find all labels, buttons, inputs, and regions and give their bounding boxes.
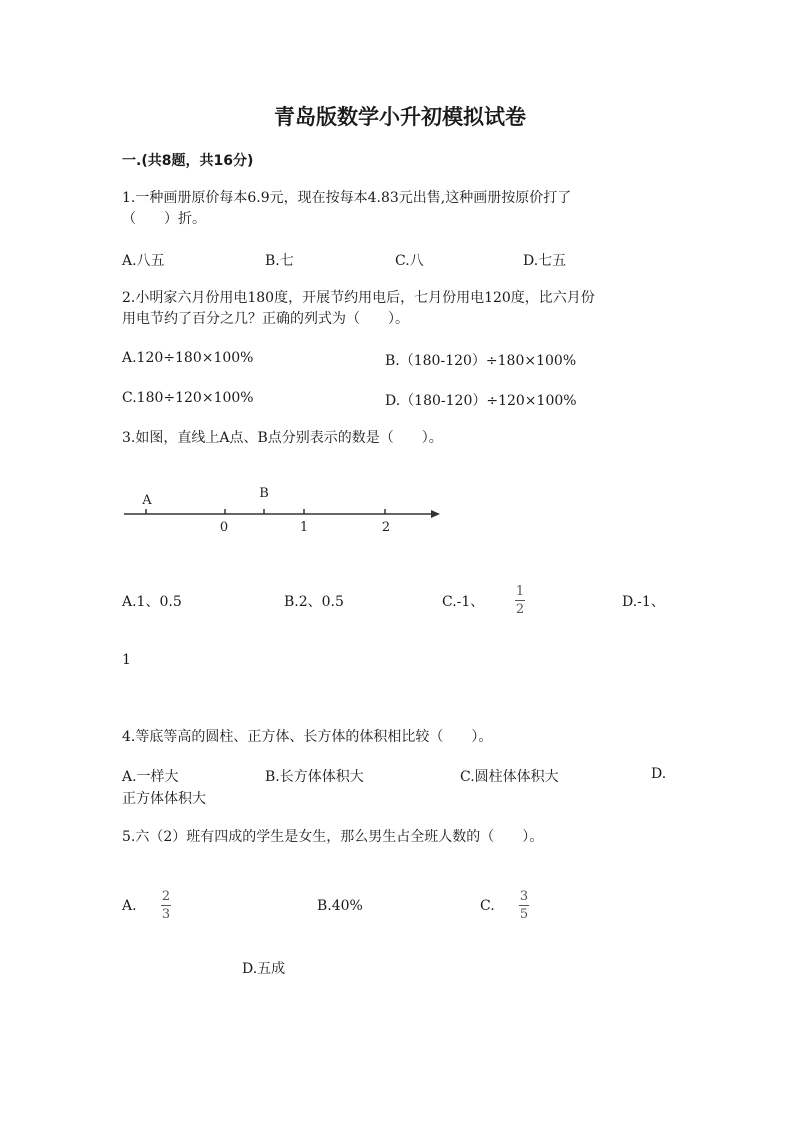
question-1-line-2: （ ）折。 [122,211,206,227]
question-2-option-a: A.120÷180×100% [122,350,254,366]
question-2-option-d: D.（180-120）÷120×100% [385,393,577,409]
question-2-line-1: 2.小明家六月份用电180度，开展节约用电后，七月份用电120度，比六月份 [122,290,595,306]
page-title: 青岛版数学小升初模拟试卷 [274,105,526,129]
question-1-option-d: D.七五 [523,253,567,269]
fraction-numerator: 2 [161,889,171,904]
question-2-option-c: C.180÷120×100% [122,390,254,406]
question-5-option-c-fraction [519,889,529,922]
question-3-option-c: C.-1、 [442,594,485,610]
question-1-option-b: B.七 [265,253,294,269]
fraction-bar [161,905,171,906]
fraction-numerator: 1 [515,584,525,599]
question-5-option-a: A. [122,898,137,914]
question-4-option-c: C.圆柱体体积大 [460,769,559,785]
question-5-option-b: B.40% [317,898,363,914]
question-4-option-d-continuation: 正方体体积大 [122,791,206,807]
section-heading: 一.(共8题，共16分) [122,153,254,169]
tick-label-1: 1 [299,520,309,534]
fraction-denominator: 3 [161,907,171,922]
question-2-option-b: B.（180-120）÷180×100% [385,353,577,369]
question-3-option-d: D.-1、 [622,594,665,610]
fraction-bar [515,600,525,601]
question-5-option-d: D.五成 [242,961,286,977]
question-3-option-b: B.2、0.5 [284,594,344,610]
question-5-line-1: 5.六（2）班有四成的学生是女生，那么男生占全班人数的（ ）。 [122,829,544,845]
point-label-a: A [142,493,152,508]
question-5-option-c: C. [480,898,495,914]
question-4-option-b: B.长方体体积大 [265,769,364,785]
tick-label-0: 0 [219,520,229,534]
tick-label-2: 2 [381,520,391,534]
number-line-arrow [431,510,440,518]
fraction-denominator: 2 [515,602,525,617]
question-3-option-a: A.1、0.5 [122,594,182,610]
question-4-option-a: A.一样大 [122,769,179,785]
question-3-line-1: 3.如图，直线上A点、B点分别表示的数是（ ）。 [122,430,443,446]
question-3-option-d-continuation: 1 [122,652,131,668]
fraction-bar [519,905,529,906]
question-1-option-c: C.八 [395,253,424,269]
fraction-numerator: 3 [519,889,529,904]
question-4-line-1: 4.等底等高的圆柱、正方体、长方体的体积相比较（ ）。 [122,729,493,745]
fraction-denominator: 5 [519,907,529,922]
question-1-line-1: 1.一种画册原价每本6.9元，现在按每本4.83元出售,这种画册按原价打了 [122,190,572,206]
question-5-option-a-fraction [161,889,171,922]
question-4-option-d: D. [651,766,667,782]
question-3-option-c-fraction [515,584,525,617]
point-label-b: B [259,486,269,501]
question-2-line-2: 用电节约了百分之几？正确的列式为（ ）。 [122,311,409,327]
question-1-option-a: A.八五 [122,253,165,269]
number-line-figure [122,482,444,534]
